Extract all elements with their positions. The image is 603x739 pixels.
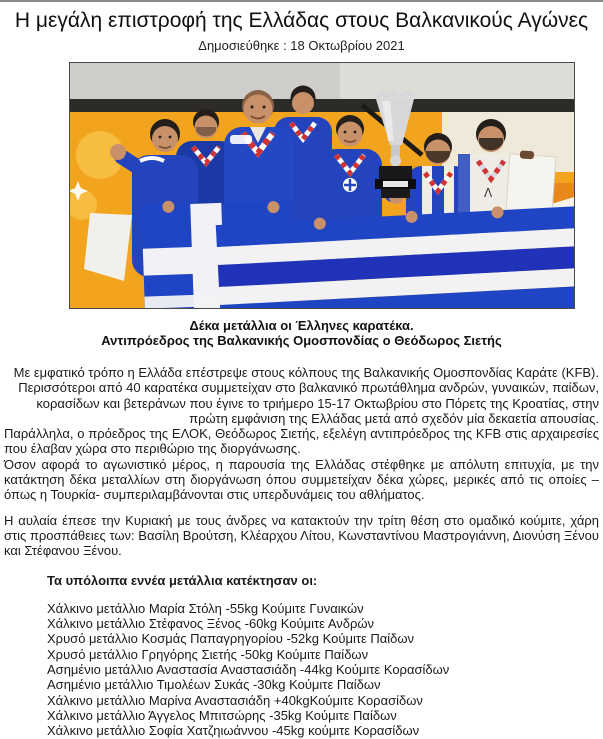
medal-list-item: Χάλκινο μετάλλιο Μαρία Στόλη -55kg Κούμιτε Γυναικών (47, 600, 364, 616)
team-photo (69, 62, 575, 309)
article-paragraph-4: Η αυλαία έπεσε την Κυριακή με τους άνδρες να κατακτούν την τρίτη θέση στο ομαδικό κούμιτε, χάρη στις προσπάθειες των: Βασίλη Βρούτση, Κλέαρχου Λίτου, Κωνσταντίνου Μαστρογιάννη, Διονύση Ξένου και Στέφανου Ξένου. (4, 512, 599, 559)
page-title: Η μεγάλη επιστροφή της Ελλάδας στους Βαλκανικούς Αγώνες (14, 9, 589, 32)
medal-list-item: Χάλκινο μετάλλιο Μαρίνα Αναστασιάδη +40kgΚούμιτε Κορασίδων (47, 692, 423, 708)
article-paragraph-3: Όσον αφορά το αγωνιστικό μέρος, η παρουσία της Ελλάδας στέφθηκε με απόλυτη επιτυχία, με την κατάκτηση δέκα μεταλλίων στη διοργάνωση όπου συμμετείχαν δέκα χώρες, μερικές από τις οποίες –όπως η Τουρκία- συμπεριλαμβάνονται στις υπερδυνάμεις του αθλήματος. (4, 456, 599, 503)
medal-list-item: Ασημένιο μετάλλιο Αναστασία Αναστασιάδη -44kg Κούμιτε Κορασίδων (47, 662, 450, 678)
medal-list-item: Χρυσό μετάλλιο Γρηγόρης Σιετής -50kg Κούμιτε Παίδων (47, 646, 369, 662)
article-paragraph-2: Παράλληλα, ο πρόεδρος της ΕΛΟΚ, Θεόδωρος Σιετής, εξελέγη αντιπρόεδρος της KFB στις αρχαιρεσίες που έλαβαν χώρα στο περιθώριο της διοργάνωσης. (4, 426, 599, 457)
medal-list (4, 601, 599, 739)
photo-caption (0, 318, 603, 348)
medal-list-item: Χρυσό μετάλλιο Κοσμάς Παπαγρηγορίου -52kg Κούμιτε Παίδων (47, 631, 415, 647)
article-body (0, 365, 603, 739)
medal-list-item: Χάλκινο μετάλλιο Στέφανος Ξένος -60kg Κούμιτε Ανδρών (47, 616, 375, 632)
team-photo-illustration (70, 63, 574, 308)
svg-text:Λ: Λ (484, 186, 493, 200)
publish-date: Δημοσιεύθηκε : 18 Οκτωβρίου 2021 (198, 38, 405, 53)
article-paragraph-1: Με εμφατικό τρόπο η Ελλάδα επέστρεψε στους κόλπους της Βαλκανικής Ομοσπονδίας Καράτε (KFB). Περισσότεροι από 40 καρατέκα συμμετείχαν στο βαλκανικό πρωτάθλημα ανδρών, γυναικών, παίδων, κορασίδων και βετεράνων που έγινε το τριήμερο 15-17 Οκτωβρίου στο Πόρετς της Κροατίας, στην πρώτη εμφάνιση της Ελλάδας μετά από σχεδόν μία δεκαετία απουσίας. (13, 365, 599, 426)
photo-caption-line1: Δέκα μετάλλια οι Έλληνες καρατέκα. (189, 318, 414, 333)
medal-list-item: Χάλκινο μετάλλιο Σοφία Χατζηιωάννου -45kg κούμιτε Κορασίδων (47, 723, 420, 739)
medal-list-item: Ασημένιο μετάλλιο Τιμολέων Συκάς -30kg Κούμιτε Παίδων (47, 677, 381, 693)
photo-caption-line2: Αντιπρόεδρος της Βαλκανικής Ομοσπονδίας ο Θεόδωρος Σιετής (101, 333, 502, 348)
medal-list-item: Χάλκινο μετάλλιο Άγγελος Μπιτσώρης -35kg Κούμιτε Παίδων (47, 707, 397, 723)
medals-heading: Τα υπόλοιπα εννέα μετάλλια κατέκτησαν οι: (47, 572, 318, 588)
